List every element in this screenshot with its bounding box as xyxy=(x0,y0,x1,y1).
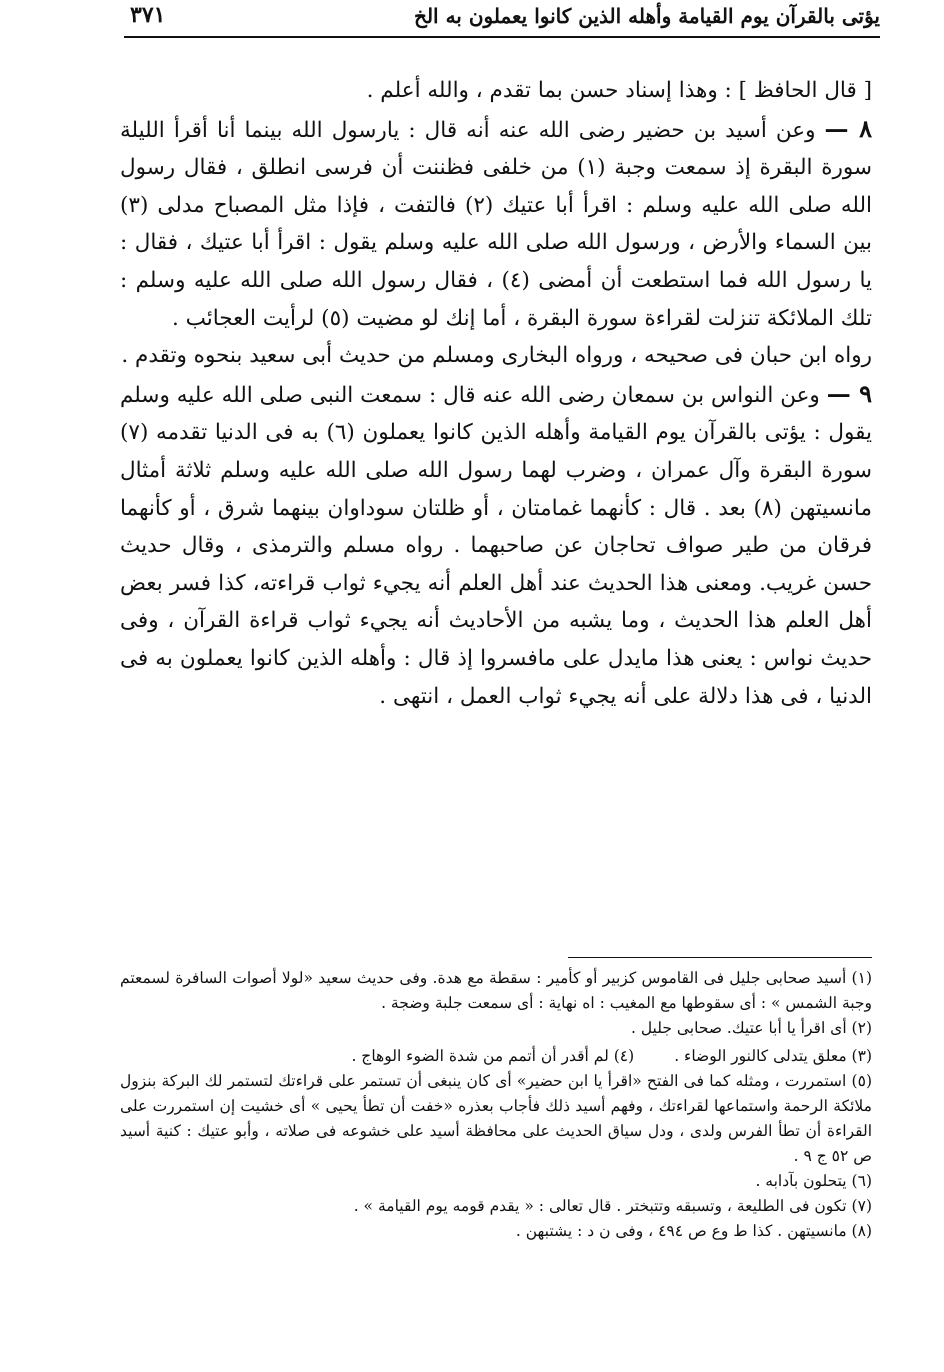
main-text xyxy=(120,72,872,715)
footnote-1: (١) أسيد صحابى جليل فى القاموس كزبير أو كأمير : سقطة مع هدة. وفى حديث سعيد «لولا أصوات السافرة لسمعتم وجبة الشمس » : أى سقوطها مع المغيب : اه نهاية : أى سمعت جلبة وضجة . xyxy=(120,969,872,1012)
footnote-5: (٥) استمررت ، ومثله كما فى الفتح «اقرأ يا ابن حضير» أى كان ينبغى أن تستمر على قراءتك لتستمر لك البركة بنزول ملائكة الرحمة واستماعها لقراءتك ، وفهم أسيد ذلك فأجاب بعذره «خفت أن تطأ يحيى » أى خشيت إن استمررت على القراءة أن تطأ الفرس ولدى ، ودل سياق الحديث على محافظة أسيد على خشوعه فى صلاته ، وأبو عتيك : كنية أسيد ص ٥٢ ج ٩ . xyxy=(120,1072,872,1165)
running-header xyxy=(124,0,880,34)
hadith-8-text: وعن أسيد بن حضير رضى الله عنه أنه قال : يارسول الله بينما أنا أقرأ الليلة سورة البقرة إذ سمعت وجبة (١) من خلفى فظننت أن فرسى انطلق ، فقال رسول الله صلى الله عليه وسلم : اقرأ أبا عتيك (٢) فالتفت ، فإذا مثل المصباح مدلى (٣) بين السماء والأرض ، ورسول الله صلى الله عليه وسلم يقول : اقرأ أبا عتيك ، فقال : يا رسول الله فما استطعت أن أمضى (٤) ، فقال رسول الله صلى الله عليه وسلم : تلك الملائكة تنزلت لقراءة سورة البقرة ، أما إنك لو مضيت (٥) لرأيت العجائب . xyxy=(120,117,872,331)
footnote-6: (٦) يتحلون بآدابه . xyxy=(755,1172,872,1190)
footnote-7: (٧) تكون فى الطليعة ، وتسبقه وتتبختر . قال تعالى : « يقدم قومه يوم القيامة » . xyxy=(353,1197,872,1215)
hadith-8-source: رواه ابن حبان فى صحيحه ، ورواه البخارى ومسلم من حديث أبى سعيد بنحوه وتقدم . xyxy=(121,343,872,369)
page-number: ٣٧١ xyxy=(130,2,166,28)
hadith-8 xyxy=(120,110,872,338)
header-rule xyxy=(124,36,880,38)
footnotes xyxy=(120,966,872,1244)
hadith-9-number: ٩ — xyxy=(826,378,872,408)
footnote-8: (٨) مانسيتهن . كذا ط وع ص ٤٩٤ ، وفى ن د : يشتبهن . xyxy=(515,1222,872,1240)
hafiz-note: [ قال الحافظ ] : وهذا إسناد حسن بما تقدم ، والله أعلم . xyxy=(366,78,872,103)
hadith-8-number: ٨ — xyxy=(824,113,873,143)
hadith-9 xyxy=(120,375,872,715)
footnote-separator xyxy=(568,957,872,958)
hadith-9-text: وعن النواس بن سمعان رضى الله عنه قال : سمعت النبى صلى الله عليه وسلم يقول : يؤتى بالقرآن يوم القيامة وأهله الذين كانوا يعملون (٦) به فى الدنيا تقدمه (٧) سورة البقرة وآل عمران ، وضرب لهما رسول الله صلى الله عليه وسلم ثلاثة أمثال مانسيتهن (٨) بعد . قال : كأنهما غمامتان ، أو ظلتان سوداوان بينهما شرق ، أو كأنهما فرقان من طير صواف تحاجان عن صاحبهما . رواه مسلم والترمذى ، وقال حديث حسن غريب. ومعنى هذا الحديث عند أهل العلم أنه يجيء ثواب قراءته، كذا فسر بعض أهل العلم هذا الحديث ، وما يشبه من الأحاديث أنه يجيء ثواب قراءة القرآن ، وفى حديث نواس : يعنى هذا مايدل على مافسروا إذ قال : وأهله الذين كانوا يعملون به فى الدنيا ، فى هذا دلالة على أنه يجيء ثواب العمل ، انتهى . xyxy=(120,382,872,709)
footnote-2: (٢) أى اقرأ يا أبا عتيك. صحابى جليل . xyxy=(630,1019,872,1037)
header-title: يؤتى بالقرآن يوم القيامة وأهله الذين كانوا يعملون به الخ xyxy=(414,4,880,28)
footnote-4: (٤) لم أقدر أن أتمم من شدة الضوء الوهاج . xyxy=(351,1047,635,1065)
footnote-row-3-4 xyxy=(120,1044,872,1069)
footnote-3: (٣) معلق يتدلى كالنور الوضاء . xyxy=(674,1047,872,1065)
